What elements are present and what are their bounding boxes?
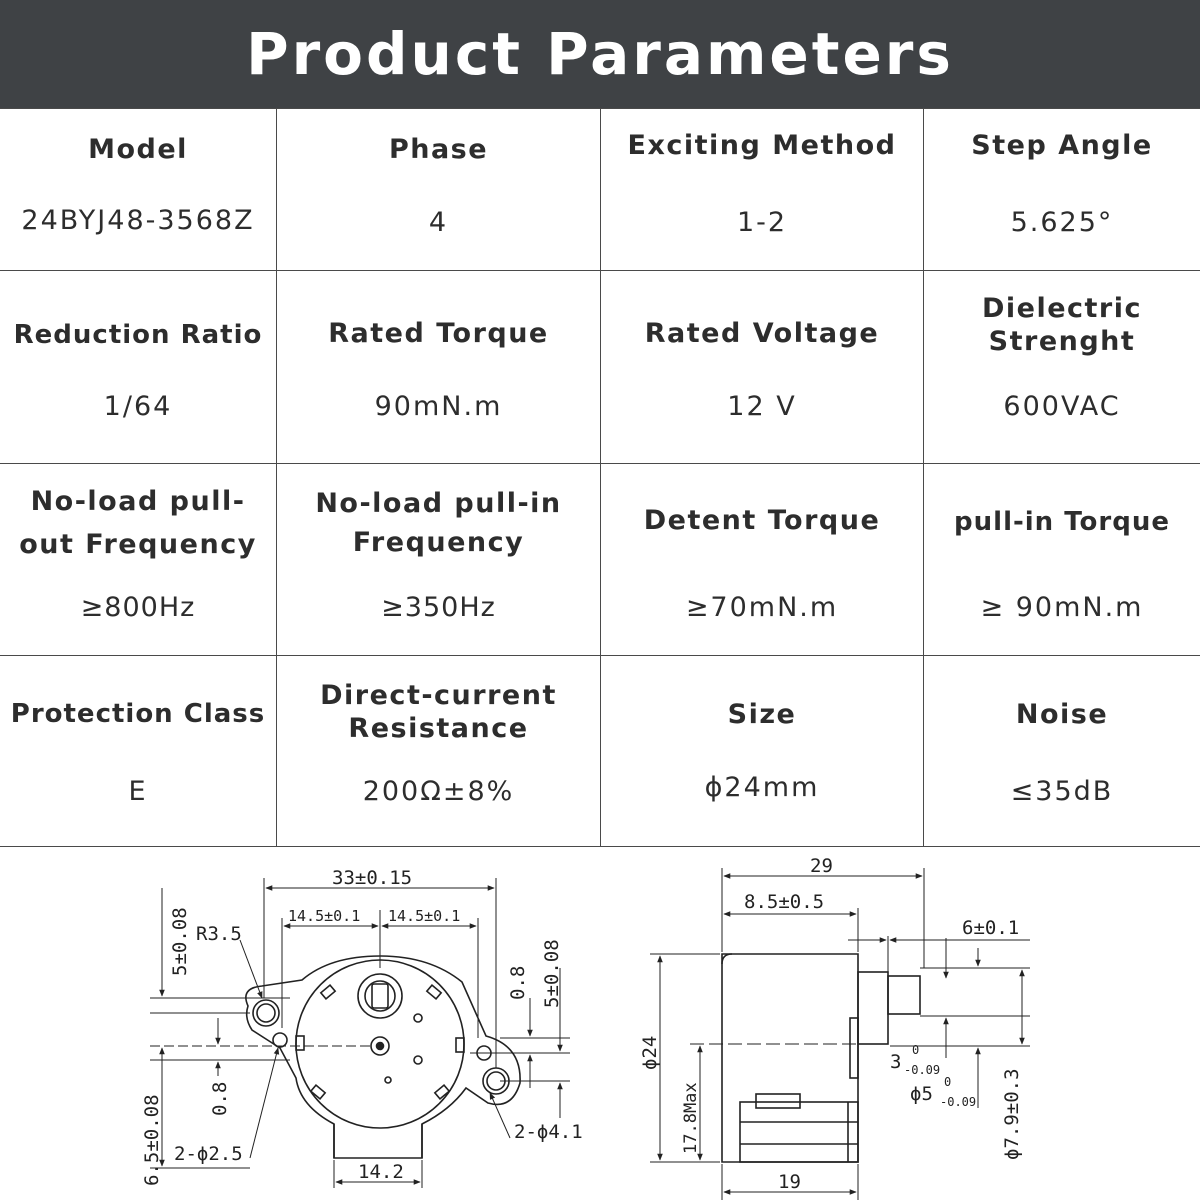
reduction-label: Reduction Ratio: [13, 320, 263, 350]
cell-reduction: [0, 271, 276, 463]
model-label: Model: [88, 134, 188, 165]
table-row: [0, 270, 1200, 463]
detent-torque-label: Detent Torque: [643, 505, 881, 536]
dim-box-width: 19: [778, 1171, 801, 1193]
dim-overall-length: 29: [810, 855, 833, 877]
dim-overall-width: 33±0.15: [332, 867, 413, 889]
dim-diameter: ϕ24: [639, 1035, 661, 1070]
cell-resistance: [276, 656, 600, 847]
cell-noise: [923, 656, 1200, 847]
cell-dielectric: [923, 271, 1200, 463]
dim-offset-top-left: 5±0.08: [169, 907, 191, 976]
cell-detent-torque: [600, 464, 923, 655]
dim-half-width-right: 14.5±0.1: [388, 907, 461, 925]
dim-flat-3: 3: [890, 1051, 902, 1073]
dim-half-width-left: 14.5±0.1: [288, 907, 361, 925]
dim-offset-08-left: 0.8: [209, 1081, 231, 1116]
pullin-torque-label: pull-in Torque: [954, 507, 1170, 537]
phase-value: 4: [428, 207, 449, 238]
pullout-frequency-label: No-load pull- out Frequency: [19, 486, 257, 561]
dim-holes-large: 2-ϕ4.1: [514, 1121, 583, 1143]
rated-torque-label: Rated Torque: [328, 318, 549, 349]
model-value: 24BYJ48-3568Z: [21, 205, 255, 236]
dim-shaft-5: ϕ5: [910, 1083, 933, 1105]
size-value: ϕ24mm: [704, 772, 820, 803]
exciting-label: Exciting Method: [627, 130, 897, 161]
detent-torque-value: ≥70mN.m: [685, 592, 839, 623]
size-label: Size: [727, 699, 797, 730]
cell-model: [0, 109, 276, 270]
resistance-value: 200Ω±8%: [362, 776, 515, 807]
dimension-drawing-svg: [0, 848, 1200, 1200]
table-row: [0, 109, 1200, 270]
dim-offset-right: 5±0.08: [541, 939, 563, 1008]
cell-pullin-torque: [923, 464, 1200, 655]
dim-shaft-5-upper: 0: [944, 1075, 952, 1089]
front-view-drawing: [246, 956, 520, 1158]
table-row: [0, 463, 1200, 655]
technical-drawing: [0, 848, 1200, 1200]
dielectric-label: Dielectric Strenght: [981, 293, 1143, 357]
dielectric-value: 600VAC: [1003, 391, 1121, 422]
table-row: [0, 655, 1200, 847]
cell-step-angle: [923, 109, 1200, 270]
cell-phase: [276, 109, 600, 270]
step-angle-value: 5.625°: [1010, 207, 1114, 238]
dim-flat-3-lower: -0.09: [904, 1063, 941, 1077]
dim-shaft-5-lower: -0.09: [940, 1095, 977, 1109]
dim-boss-diameter: ϕ7.9±0.3: [1001, 1068, 1023, 1160]
pullin-frequency-value: ≥350Hz: [381, 592, 496, 623]
protection-class-value: E: [128, 776, 148, 807]
rated-voltage-value: 12 V: [727, 391, 797, 422]
protection-class-label: Protection Class: [10, 699, 266, 729]
cell-exciting: [600, 109, 923, 270]
pullout-frequency-value: ≥800Hz: [80, 592, 196, 623]
cell-protection-class: [0, 656, 276, 847]
rated-torque-value: 90mN.m: [374, 391, 503, 422]
rated-voltage-label: Rated Voltage: [644, 318, 880, 349]
noise-value: ≤35dB: [1010, 776, 1114, 807]
cell-rated-torque: [276, 271, 600, 463]
cell-pullin-frequency: [276, 464, 600, 655]
noise-label: Noise: [1015, 699, 1109, 730]
cell-pullout-frequency: [0, 464, 276, 655]
cell-size: [600, 656, 923, 847]
resistance-label: Direct-current Resistance: [320, 680, 557, 744]
dim-holes-small: 2-ϕ2.5: [174, 1143, 243, 1165]
phase-label: Phase: [388, 134, 489, 165]
front-view-labels: [141, 867, 583, 1186]
cell-rated-voltage: [600, 271, 923, 463]
dim-body-offset: 8.5±0.5: [744, 891, 825, 913]
side-view-labels: [639, 855, 1023, 1193]
header-banner: [0, 0, 1200, 108]
dim-flat-3-upper: 0: [912, 1043, 920, 1057]
dim-box-height: 17.8Max: [681, 1082, 701, 1154]
reduction-value: 1/64: [103, 391, 173, 422]
pullin-frequency-label: No-load pull-in Frequency: [315, 488, 562, 559]
dim-radius: R3.5: [196, 923, 242, 945]
page-title: Product Parameters: [246, 20, 954, 88]
parameters-table: [0, 108, 1200, 847]
dim-shaft-length: 6±0.1: [962, 917, 1020, 939]
pullin-torque-value: ≥ 90mN.m: [980, 592, 1144, 623]
dim-bottom-width: 14.2: [358, 1161, 404, 1183]
dim-offset-08-right: 0.8: [507, 965, 529, 1000]
dim-offset-bottom-left: 6.5±0.08: [141, 1094, 163, 1186]
exciting-value: 1-2: [736, 207, 788, 238]
step-angle-label: Step Angle: [971, 130, 1153, 161]
